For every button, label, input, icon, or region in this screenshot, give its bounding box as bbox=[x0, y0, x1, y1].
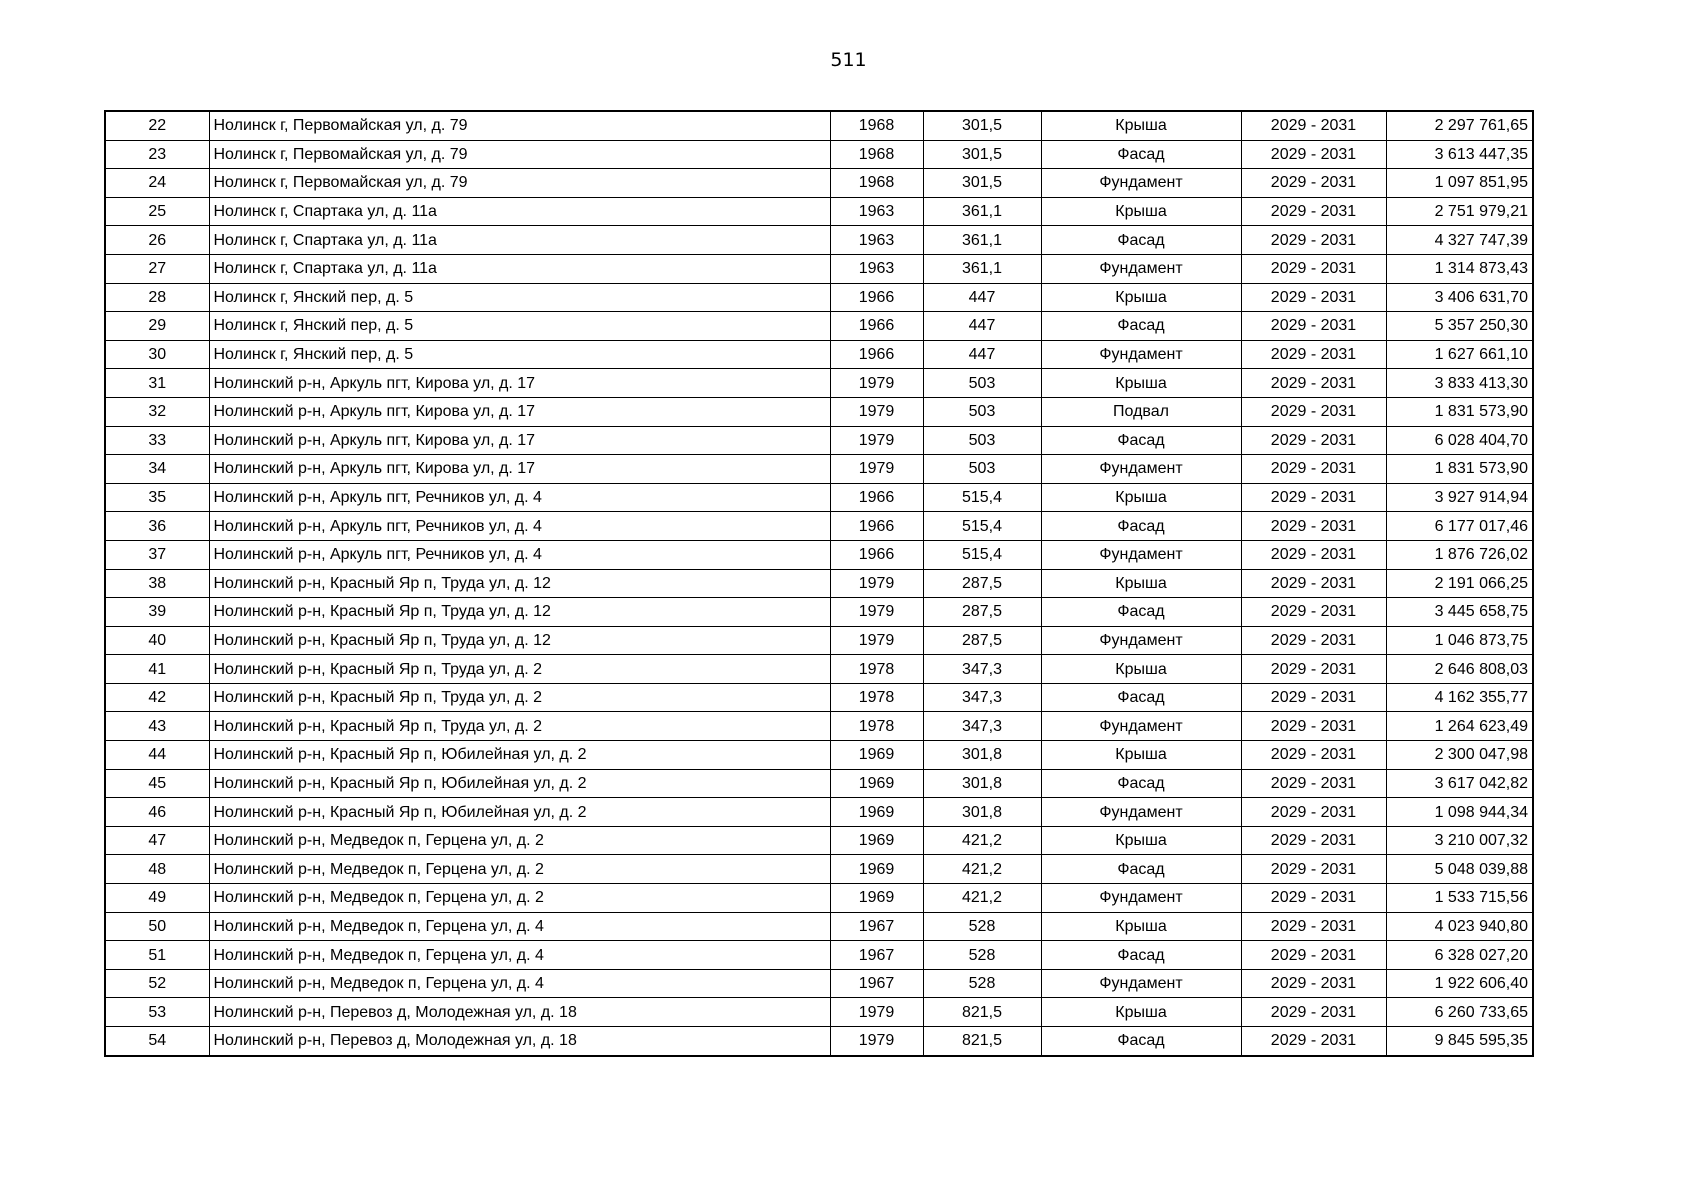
area-cell: 301,8 bbox=[923, 798, 1041, 827]
build-year-cell: 1979 bbox=[830, 1027, 923, 1056]
address-cell: Нолинский р-н, Красный Яр п, Труда ул, д. 12 bbox=[209, 598, 830, 627]
cost-cell: 3 833 413,30 bbox=[1386, 369, 1533, 398]
cost-cell: 5 048 039,88 bbox=[1386, 855, 1533, 884]
area-cell: 287,5 bbox=[923, 569, 1041, 598]
row-number-cell: 45 bbox=[105, 769, 209, 798]
build-year-cell: 1968 bbox=[830, 169, 923, 198]
period-cell: 2029 - 2031 bbox=[1241, 397, 1386, 426]
work-type-cell: Фундамент bbox=[1041, 254, 1241, 283]
address-cell: Нолинск г, Первомайская ул, д. 79 bbox=[209, 140, 830, 169]
period-cell: 2029 - 2031 bbox=[1241, 626, 1386, 655]
row-number-cell: 29 bbox=[105, 312, 209, 341]
cost-cell: 1 314 873,43 bbox=[1386, 254, 1533, 283]
work-type-cell: Фасад bbox=[1041, 312, 1241, 341]
work-type-cell: Фасад bbox=[1041, 226, 1241, 255]
area-cell: 301,5 bbox=[923, 169, 1041, 198]
build-year-cell: 1966 bbox=[830, 512, 923, 541]
build-year-cell: 1969 bbox=[830, 826, 923, 855]
row-number-cell: 54 bbox=[105, 1027, 209, 1056]
work-type-cell: Фундамент bbox=[1041, 169, 1241, 198]
table-row bbox=[105, 626, 1533, 655]
work-type-cell: Крыша bbox=[1041, 283, 1241, 312]
cost-cell: 3 210 007,32 bbox=[1386, 826, 1533, 855]
work-type-cell: Фундамент bbox=[1041, 969, 1241, 998]
period-cell: 2029 - 2031 bbox=[1241, 826, 1386, 855]
table-row bbox=[105, 312, 1533, 341]
period-cell: 2029 - 2031 bbox=[1241, 540, 1386, 569]
row-number-cell: 36 bbox=[105, 512, 209, 541]
period-cell: 2029 - 2031 bbox=[1241, 998, 1386, 1027]
table-row bbox=[105, 712, 1533, 741]
work-type-cell: Фундамент bbox=[1041, 340, 1241, 369]
work-type-cell: Фасад bbox=[1041, 769, 1241, 798]
table-row bbox=[105, 540, 1533, 569]
row-number-cell: 42 bbox=[105, 683, 209, 712]
area-cell: 421,2 bbox=[923, 855, 1041, 884]
address-cell: Нолинский р-н, Красный Яр п, Юбилейная ул, д. 2 bbox=[209, 769, 830, 798]
work-type-cell: Фундамент bbox=[1041, 626, 1241, 655]
cost-cell: 1 831 573,90 bbox=[1386, 397, 1533, 426]
period-cell: 2029 - 2031 bbox=[1241, 1027, 1386, 1056]
address-cell: Нолинский р-н, Красный Яр п, Юбилейная ул, д. 2 bbox=[209, 798, 830, 827]
area-cell: 287,5 bbox=[923, 626, 1041, 655]
cost-cell: 9 845 595,35 bbox=[1386, 1027, 1533, 1056]
area-cell: 347,3 bbox=[923, 683, 1041, 712]
build-year-cell: 1963 bbox=[830, 197, 923, 226]
table-row bbox=[105, 598, 1533, 627]
period-cell: 2029 - 2031 bbox=[1241, 741, 1386, 770]
cost-cell: 6 328 027,20 bbox=[1386, 941, 1533, 970]
build-year-cell: 1966 bbox=[830, 483, 923, 512]
address-cell: Нолинск г, Спартака ул, д. 11а bbox=[209, 197, 830, 226]
row-number-cell: 38 bbox=[105, 569, 209, 598]
address-cell: Нолинский р-н, Медведок п, Герцена ул, д. 4 bbox=[209, 969, 830, 998]
table-row bbox=[105, 426, 1533, 455]
period-cell: 2029 - 2031 bbox=[1241, 369, 1386, 398]
table-row bbox=[105, 769, 1533, 798]
cost-cell: 6 177 017,46 bbox=[1386, 512, 1533, 541]
work-type-cell: Фундамент bbox=[1041, 455, 1241, 484]
row-number-cell: 50 bbox=[105, 912, 209, 941]
build-year-cell: 1979 bbox=[830, 998, 923, 1027]
table-row bbox=[105, 483, 1533, 512]
cost-cell: 6 028 404,70 bbox=[1386, 426, 1533, 455]
build-year-cell: 1966 bbox=[830, 540, 923, 569]
work-type-cell: Крыша bbox=[1041, 741, 1241, 770]
address-cell: Нолинский р-н, Медведок п, Герцена ул, д. 4 bbox=[209, 941, 830, 970]
area-cell: 821,5 bbox=[923, 998, 1041, 1027]
period-cell: 2029 - 2031 bbox=[1241, 712, 1386, 741]
work-type-cell: Крыша bbox=[1041, 369, 1241, 398]
row-number-cell: 40 bbox=[105, 626, 209, 655]
row-number-cell: 46 bbox=[105, 798, 209, 827]
period-cell: 2029 - 2031 bbox=[1241, 798, 1386, 827]
table-row bbox=[105, 683, 1533, 712]
work-type-cell: Фасад bbox=[1041, 855, 1241, 884]
address-cell: Нолинский р-н, Медведок п, Герцена ул, д. 2 bbox=[209, 855, 830, 884]
table-row bbox=[105, 512, 1533, 541]
area-cell: 447 bbox=[923, 340, 1041, 369]
cost-cell: 3 406 631,70 bbox=[1386, 283, 1533, 312]
area-cell: 421,2 bbox=[923, 826, 1041, 855]
area-cell: 361,1 bbox=[923, 254, 1041, 283]
row-number-cell: 51 bbox=[105, 941, 209, 970]
work-type-cell: Фундамент bbox=[1041, 712, 1241, 741]
page-number: 511 bbox=[830, 49, 867, 71]
cost-cell: 1 533 715,56 bbox=[1386, 884, 1533, 913]
table-row bbox=[105, 397, 1533, 426]
period-cell: 2029 - 2031 bbox=[1241, 312, 1386, 341]
cost-cell: 1 627 661,10 bbox=[1386, 340, 1533, 369]
work-type-cell: Фасад bbox=[1041, 598, 1241, 627]
work-type-cell: Крыша bbox=[1041, 569, 1241, 598]
work-type-cell: Крыша bbox=[1041, 826, 1241, 855]
address-cell: Нолинский р-н, Медведок п, Герцена ул, д. 2 bbox=[209, 884, 830, 913]
work-type-cell: Фасад bbox=[1041, 683, 1241, 712]
work-type-cell: Крыша bbox=[1041, 655, 1241, 684]
cost-cell: 1 097 851,95 bbox=[1386, 169, 1533, 198]
table-row bbox=[105, 369, 1533, 398]
period-cell: 2029 - 2031 bbox=[1241, 683, 1386, 712]
build-year-cell: 1978 bbox=[830, 655, 923, 684]
period-cell: 2029 - 2031 bbox=[1241, 226, 1386, 255]
table-row bbox=[105, 855, 1533, 884]
area-cell: 503 bbox=[923, 455, 1041, 484]
area-cell: 515,4 bbox=[923, 483, 1041, 512]
row-number-cell: 53 bbox=[105, 998, 209, 1027]
cost-cell: 2 297 761,65 bbox=[1386, 111, 1533, 140]
address-cell: Нолинский р-н, Красный Яр п, Труда ул, д. 2 bbox=[209, 683, 830, 712]
address-cell: Нолинский р-н, Красный Яр п, Труда ул, д. 12 bbox=[209, 626, 830, 655]
cost-cell: 1 046 873,75 bbox=[1386, 626, 1533, 655]
table-row bbox=[105, 569, 1533, 598]
address-cell: Нолинский р-н, Красный Яр п, Труда ул, д. 2 bbox=[209, 655, 830, 684]
period-cell: 2029 - 2031 bbox=[1241, 912, 1386, 941]
table-row bbox=[105, 455, 1533, 484]
build-year-cell: 1978 bbox=[830, 683, 923, 712]
area-cell: 361,1 bbox=[923, 226, 1041, 255]
work-type-cell: Фасад bbox=[1041, 1027, 1241, 1056]
area-cell: 515,4 bbox=[923, 540, 1041, 569]
table-row bbox=[105, 254, 1533, 283]
period-cell: 2029 - 2031 bbox=[1241, 426, 1386, 455]
period-cell: 2029 - 2031 bbox=[1241, 283, 1386, 312]
table-row bbox=[105, 941, 1533, 970]
address-cell: Нолинский р-н, Аркуль пгт, Кирова ул, д. 17 bbox=[209, 369, 830, 398]
address-cell: Нолинск г, Спартака ул, д. 11а bbox=[209, 254, 830, 283]
area-cell: 447 bbox=[923, 283, 1041, 312]
build-year-cell: 1978 bbox=[830, 712, 923, 741]
cost-cell: 1 264 623,49 bbox=[1386, 712, 1533, 741]
work-type-cell: Крыша bbox=[1041, 197, 1241, 226]
period-cell: 2029 - 2031 bbox=[1241, 254, 1386, 283]
period-cell: 2029 - 2031 bbox=[1241, 455, 1386, 484]
build-year-cell: 1966 bbox=[830, 340, 923, 369]
table-row bbox=[105, 340, 1533, 369]
build-year-cell: 1966 bbox=[830, 283, 923, 312]
table-row bbox=[105, 197, 1533, 226]
address-cell: Нолинск г, Первомайская ул, д. 79 bbox=[209, 111, 830, 140]
row-number-cell: 37 bbox=[105, 540, 209, 569]
build-year-cell: 1967 bbox=[830, 969, 923, 998]
build-year-cell: 1969 bbox=[830, 855, 923, 884]
period-cell: 2029 - 2031 bbox=[1241, 969, 1386, 998]
area-cell: 301,5 bbox=[923, 140, 1041, 169]
work-type-cell: Фасад bbox=[1041, 426, 1241, 455]
cost-cell: 3 613 447,35 bbox=[1386, 140, 1533, 169]
address-cell: Нолинск г, Первомайская ул, д. 79 bbox=[209, 169, 830, 198]
address-cell: Нолинск г, Янский пер, д. 5 bbox=[209, 283, 830, 312]
build-year-cell: 1979 bbox=[830, 369, 923, 398]
row-number-cell: 26 bbox=[105, 226, 209, 255]
table-row bbox=[105, 283, 1533, 312]
work-type-cell: Подвал bbox=[1041, 397, 1241, 426]
table-row bbox=[105, 655, 1533, 684]
work-type-cell: Крыша bbox=[1041, 111, 1241, 140]
cost-cell: 2 191 066,25 bbox=[1386, 569, 1533, 598]
period-cell: 2029 - 2031 bbox=[1241, 169, 1386, 198]
build-year-cell: 1967 bbox=[830, 941, 923, 970]
area-cell: 301,8 bbox=[923, 741, 1041, 770]
cost-cell: 4 023 940,80 bbox=[1386, 912, 1533, 941]
table-body bbox=[105, 111, 1533, 1056]
table-row bbox=[105, 884, 1533, 913]
work-type-cell: Фасад bbox=[1041, 140, 1241, 169]
period-cell: 2029 - 2031 bbox=[1241, 884, 1386, 913]
work-type-cell: Крыша bbox=[1041, 912, 1241, 941]
address-cell: Нолинский р-н, Перевоз д, Молодежная ул, д. 18 bbox=[209, 998, 830, 1027]
work-type-cell: Фундамент bbox=[1041, 884, 1241, 913]
area-cell: 503 bbox=[923, 426, 1041, 455]
build-year-cell: 1979 bbox=[830, 626, 923, 655]
period-cell: 2029 - 2031 bbox=[1241, 941, 1386, 970]
row-number-cell: 32 bbox=[105, 397, 209, 426]
build-year-cell: 1979 bbox=[830, 598, 923, 627]
cost-cell: 2 646 808,03 bbox=[1386, 655, 1533, 684]
build-year-cell: 1979 bbox=[830, 569, 923, 598]
row-number-cell: 24 bbox=[105, 169, 209, 198]
address-cell: Нолинский р-н, Красный Яр п, Юбилейная ул, д. 2 bbox=[209, 741, 830, 770]
period-cell: 2029 - 2031 bbox=[1241, 769, 1386, 798]
row-number-cell: 52 bbox=[105, 969, 209, 998]
row-number-cell: 43 bbox=[105, 712, 209, 741]
address-cell: Нолинский р-н, Аркуль пгт, Кирова ул, д. 17 bbox=[209, 455, 830, 484]
address-cell: Нолинский р-н, Аркуль пгт, Кирова ул, д. 17 bbox=[209, 426, 830, 455]
area-cell: 421,2 bbox=[923, 884, 1041, 913]
row-number-cell: 39 bbox=[105, 598, 209, 627]
cost-cell: 3 445 658,75 bbox=[1386, 598, 1533, 627]
period-cell: 2029 - 2031 bbox=[1241, 197, 1386, 226]
row-number-cell: 48 bbox=[105, 855, 209, 884]
period-cell: 2029 - 2031 bbox=[1241, 483, 1386, 512]
table-row bbox=[105, 1027, 1533, 1056]
area-cell: 821,5 bbox=[923, 1027, 1041, 1056]
period-cell: 2029 - 2031 bbox=[1241, 340, 1386, 369]
build-year-cell: 1969 bbox=[830, 884, 923, 913]
area-cell: 515,4 bbox=[923, 512, 1041, 541]
row-number-cell: 31 bbox=[105, 369, 209, 398]
work-type-cell: Фасад bbox=[1041, 941, 1241, 970]
address-cell: Нолинский р-н, Медведок п, Герцена ул, д. 2 bbox=[209, 826, 830, 855]
build-year-cell: 1967 bbox=[830, 912, 923, 941]
address-cell: Нолинск г, Спартака ул, д. 11а bbox=[209, 226, 830, 255]
cost-cell: 2 300 047,98 bbox=[1386, 741, 1533, 770]
build-year-cell: 1968 bbox=[830, 140, 923, 169]
table-row bbox=[105, 226, 1533, 255]
address-cell: Нолинский р-н, Аркуль пгт, Речников ул, д. 4 bbox=[209, 483, 830, 512]
row-number-cell: 23 bbox=[105, 140, 209, 169]
build-year-cell: 1969 bbox=[830, 798, 923, 827]
area-cell: 447 bbox=[923, 312, 1041, 341]
build-year-cell: 1968 bbox=[830, 111, 923, 140]
table-row bbox=[105, 969, 1533, 998]
cost-cell: 1 876 726,02 bbox=[1386, 540, 1533, 569]
build-year-cell: 1979 bbox=[830, 426, 923, 455]
address-cell: Нолинский р-н, Аркуль пгт, Речников ул, д. 4 bbox=[209, 512, 830, 541]
area-cell: 503 bbox=[923, 397, 1041, 426]
work-type-cell: Фундамент bbox=[1041, 798, 1241, 827]
address-cell: Нолинск г, Янский пер, д. 5 bbox=[209, 312, 830, 341]
cost-cell: 1 831 573,90 bbox=[1386, 455, 1533, 484]
build-year-cell: 1963 bbox=[830, 254, 923, 283]
row-number-cell: 25 bbox=[105, 197, 209, 226]
period-cell: 2029 - 2031 bbox=[1241, 569, 1386, 598]
row-number-cell: 34 bbox=[105, 455, 209, 484]
work-type-cell: Фасад bbox=[1041, 512, 1241, 541]
table-row bbox=[105, 169, 1533, 198]
build-year-cell: 1979 bbox=[830, 397, 923, 426]
table-row bbox=[105, 912, 1533, 941]
area-cell: 347,3 bbox=[923, 655, 1041, 684]
row-number-cell: 47 bbox=[105, 826, 209, 855]
table-row bbox=[105, 741, 1533, 770]
row-number-cell: 28 bbox=[105, 283, 209, 312]
area-cell: 528 bbox=[923, 941, 1041, 970]
row-number-cell: 41 bbox=[105, 655, 209, 684]
area-cell: 347,3 bbox=[923, 712, 1041, 741]
row-number-cell: 22 bbox=[105, 111, 209, 140]
area-cell: 301,8 bbox=[923, 769, 1041, 798]
period-cell: 2029 - 2031 bbox=[1241, 655, 1386, 684]
build-year-cell: 1963 bbox=[830, 226, 923, 255]
cost-cell: 1 098 944,34 bbox=[1386, 798, 1533, 827]
area-cell: 361,1 bbox=[923, 197, 1041, 226]
build-year-cell: 1969 bbox=[830, 769, 923, 798]
address-cell: Нолинский р-н, Перевоз д, Молодежная ул, д. 18 bbox=[209, 1027, 830, 1056]
area-cell: 287,5 bbox=[923, 598, 1041, 627]
address-cell: Нолинский р-н, Медведок п, Герцена ул, д. 4 bbox=[209, 912, 830, 941]
table-row bbox=[105, 140, 1533, 169]
address-cell: Нолинский р-н, Аркуль пгт, Кирова ул, д. 17 bbox=[209, 397, 830, 426]
period-cell: 2029 - 2031 bbox=[1241, 855, 1386, 884]
build-year-cell: 1969 bbox=[830, 741, 923, 770]
period-cell: 2029 - 2031 bbox=[1241, 140, 1386, 169]
cost-cell: 6 260 733,65 bbox=[1386, 998, 1533, 1027]
build-year-cell: 1966 bbox=[830, 312, 923, 341]
cost-cell: 1 922 606,40 bbox=[1386, 969, 1533, 998]
row-number-cell: 30 bbox=[105, 340, 209, 369]
work-type-cell: Крыша bbox=[1041, 998, 1241, 1027]
row-number-cell: 49 bbox=[105, 884, 209, 913]
cost-cell: 4 327 747,39 bbox=[1386, 226, 1533, 255]
row-number-cell: 27 bbox=[105, 254, 209, 283]
area-cell: 503 bbox=[923, 369, 1041, 398]
area-cell: 301,5 bbox=[923, 111, 1041, 140]
address-cell: Нолинский р-н, Аркуль пгт, Речников ул, д. 4 bbox=[209, 540, 830, 569]
row-number-cell: 35 bbox=[105, 483, 209, 512]
period-cell: 2029 - 2031 bbox=[1241, 512, 1386, 541]
period-cell: 2029 - 2031 bbox=[1241, 111, 1386, 140]
cost-cell: 3 927 914,94 bbox=[1386, 483, 1533, 512]
build-year-cell: 1979 bbox=[830, 455, 923, 484]
row-number-cell: 33 bbox=[105, 426, 209, 455]
address-cell: Нолинский р-н, Красный Яр п, Труда ул, д. 12 bbox=[209, 569, 830, 598]
area-cell: 528 bbox=[923, 912, 1041, 941]
table-row bbox=[105, 111, 1533, 140]
cost-cell: 4 162 355,77 bbox=[1386, 683, 1533, 712]
address-cell: Нолинский р-н, Красный Яр п, Труда ул, д. 2 bbox=[209, 712, 830, 741]
table-row bbox=[105, 826, 1533, 855]
table-row bbox=[105, 798, 1533, 827]
repair-schedule-table bbox=[104, 110, 1534, 1057]
row-number-cell: 44 bbox=[105, 741, 209, 770]
area-cell: 528 bbox=[923, 969, 1041, 998]
cost-cell: 3 617 042,82 bbox=[1386, 769, 1533, 798]
table-row bbox=[105, 998, 1533, 1027]
address-cell: Нолинск г, Янский пер, д. 5 bbox=[209, 340, 830, 369]
work-type-cell: Фундамент bbox=[1041, 540, 1241, 569]
cost-cell: 2 751 979,21 bbox=[1386, 197, 1533, 226]
period-cell: 2029 - 2031 bbox=[1241, 598, 1386, 627]
cost-cell: 5 357 250,30 bbox=[1386, 312, 1533, 341]
work-type-cell: Крыша bbox=[1041, 483, 1241, 512]
